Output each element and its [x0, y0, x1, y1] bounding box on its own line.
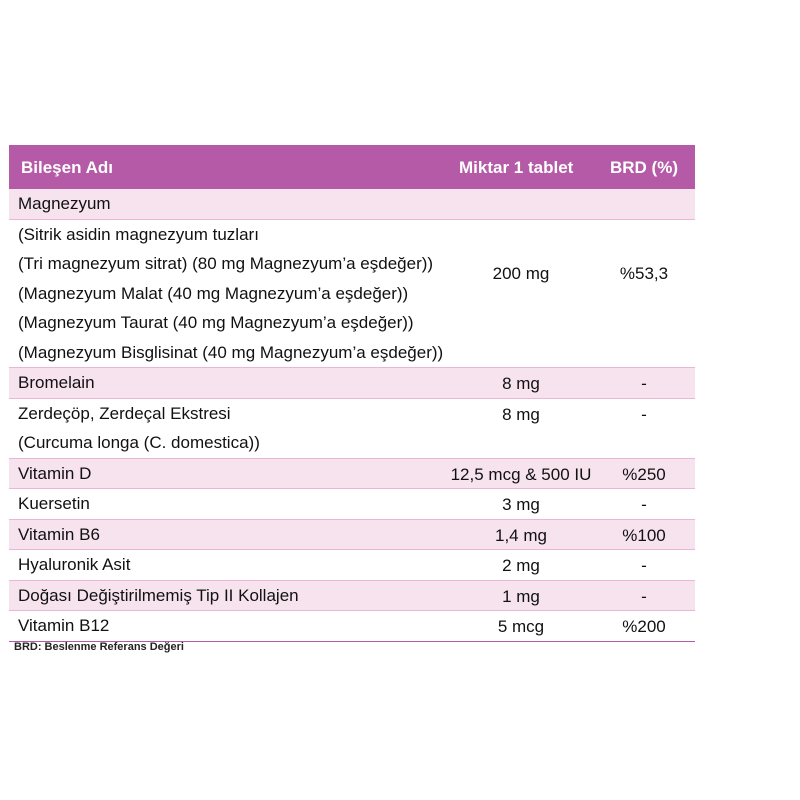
ingredient-brd: %100: [622, 525, 666, 545]
table-row: [9, 368, 695, 399]
ingredient-brd: -: [641, 556, 647, 575]
ingredient-detail: (Magnezyum Malat (40 mg Magnezyum’a eşdeğer)): [18, 283, 409, 303]
ingredient-name: Zerdeçöp, Zerdeçal Ekstresi: [18, 403, 231, 423]
header-name: Bileşen Adı: [21, 158, 113, 177]
ingredient-amount: 8 mg: [502, 404, 540, 424]
ingredient-brd: %53,3: [619, 263, 669, 283]
ingredient-name: Vitamin B6: [18, 524, 100, 544]
ingredient-amount: 12,5 mcg & 500 IU: [450, 464, 592, 484]
footnote: BRD: Beslenme Referans Değeri: [14, 641, 184, 653]
ingredient-amount: 3 mg: [502, 495, 540, 514]
ingredient-name: Kuersetin: [18, 494, 90, 513]
ingredient-name: Magnezyum: [18, 194, 111, 213]
ingredient-name: Vitamin D: [18, 463, 92, 483]
ingredient-detail: (Tri magnezyum sitrat) (80 mg Magnezyum’a eşdeğer)): [18, 254, 434, 273]
table-row-magnezyum-detail: [9, 220, 695, 369]
ingredient-detail: (Sitrik asidin magnezyum tuzları: [18, 224, 259, 244]
ingredient-brd: -: [641, 586, 647, 606]
ingredients-table: [9, 145, 695, 642]
ingredient-amount: 1,4 mg: [495, 525, 547, 545]
ingredient-brd: -: [641, 495, 647, 514]
table-row: [9, 611, 695, 642]
ingredient-brd: -: [641, 374, 647, 393]
table-header: [9, 145, 695, 189]
ingredient-amount: 200 mg: [492, 263, 550, 283]
ingredient-name: Bromelain: [18, 373, 95, 392]
ingredient-name: Hyaluronik Asit: [18, 555, 131, 574]
header-amount: Miktar 1 tablet: [459, 158, 574, 177]
ingredient-amount: 8 mg: [502, 374, 540, 393]
table-row: [9, 399, 695, 459]
ingredient-amount: 1 mg: [502, 586, 540, 606]
ingredient-brd: %250: [622, 464, 666, 484]
table-row: [9, 489, 695, 520]
ingredient-name: Doğası Değiştirilmemiş Tip II Kollajen: [18, 585, 299, 605]
ingredient-detail: (Curcuma longa (C. domestica)): [18, 433, 260, 452]
table-row-magnezyum-title: [9, 189, 695, 220]
ingredient-brd: %200: [622, 617, 666, 636]
ingredient-amount: 2 mg: [502, 556, 540, 575]
ingredient-amount: 5 mcg: [497, 617, 545, 636]
ingredient-brd: -: [641, 404, 647, 424]
table-row: [9, 581, 695, 612]
table-row: [9, 459, 695, 490]
table-row: [9, 520, 695, 551]
ingredient-name: Vitamin B12: [18, 616, 110, 635]
table-row: [9, 550, 695, 581]
ingredient-detail: (Magnezyum Taurat (40 mg Magnezyum’a eşdeğer)): [18, 313, 414, 332]
header-brd: BRD (%): [610, 158, 678, 177]
ingredient-detail: (Magnezyum Bisglisinat (40 mg Magnezyum’a eşdeğer)): [18, 342, 444, 362]
